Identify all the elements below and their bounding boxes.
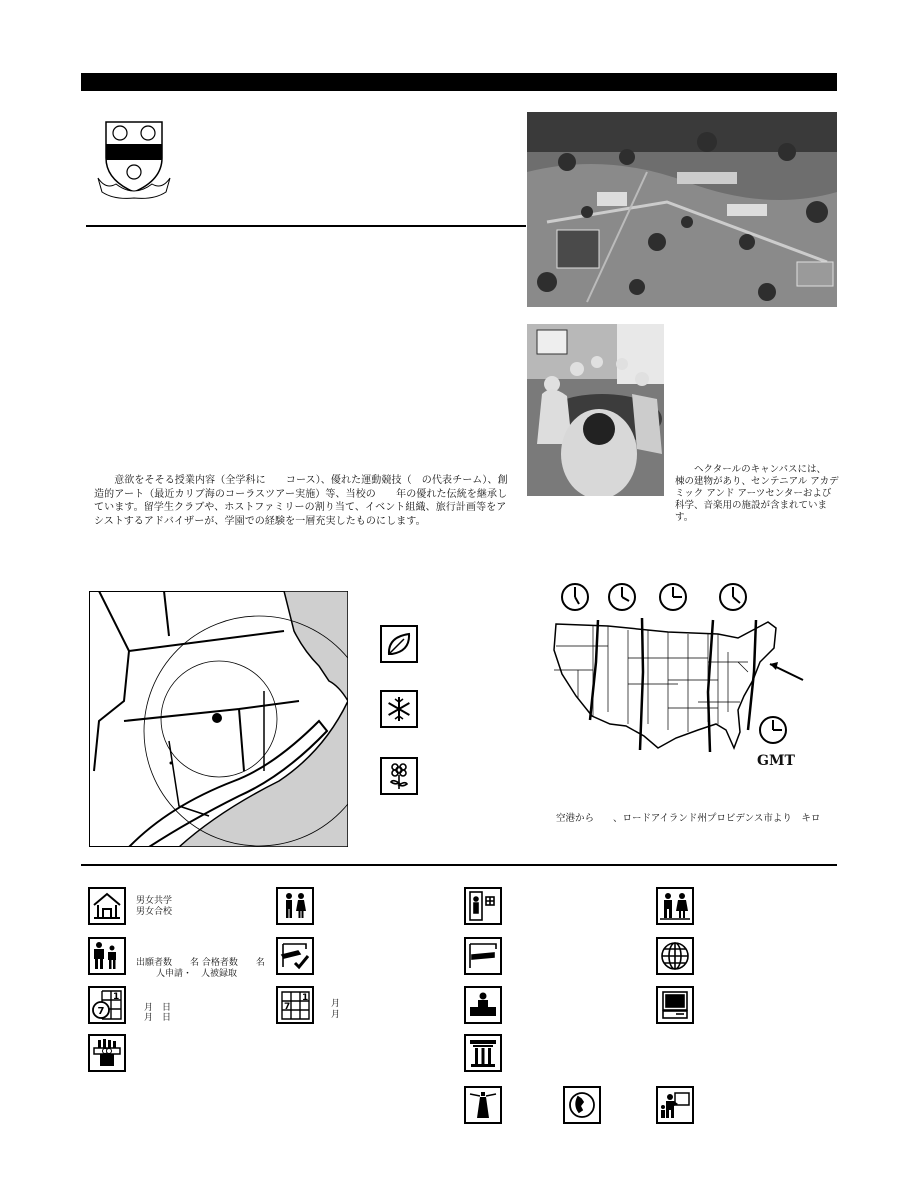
lighthouse-icon	[464, 1086, 502, 1124]
acceptance-check-icon	[276, 937, 314, 975]
airport-distance-text: 空港から 、ロードアイランド州プロビデンス市より キロ	[556, 813, 821, 824]
intro-paragraph: 意欲をそそる授業内容（全学科に コース）、優れた運動競技（ の代表チーム）、創造的アート（最近カリブ海のコーラスツアー実施）等、当校の 年の優れた伝統を継承しています。留学生クラブや、ホストファミリーの割り当て、イベント組織、旅行計画等をアシストするアドバイザーが、学園での経験を一層充実したものにします。	[94, 475, 508, 527]
fees-building-icon	[88, 1034, 126, 1072]
section-rule-bottom	[81, 864, 837, 866]
applicants-label-2: 人申請・ 人被録取	[156, 969, 238, 979]
svg-text:7: 7	[97, 1006, 105, 1017]
classroom-desk-icon	[464, 986, 502, 1024]
clock-icon-eastern	[718, 582, 748, 612]
term-label-2: 月	[331, 1010, 341, 1020]
applicants-label-1: 出願者数 名 合格者数 名	[136, 958, 265, 968]
photo-caption: ヘクタールのキャンパスには、 棟の建物があり、センテニアル アカデミック アンド アーツセンターおよび科学、音楽用の施設が含まれています。	[675, 464, 839, 523]
regional-map	[89, 591, 348, 847]
clock-icon-gmt	[758, 715, 788, 745]
calendar-deadline-icon	[88, 986, 126, 1024]
globe-icon	[656, 937, 694, 975]
column-pillar-icon	[464, 1034, 502, 1072]
host-family-icon	[656, 887, 694, 925]
teacher-board-icon	[656, 1086, 694, 1124]
deadline-label-2: 月 日	[144, 1013, 172, 1023]
application-pencil-icon	[464, 937, 502, 975]
clock-icon-central	[658, 582, 688, 612]
section-rule	[86, 225, 526, 227]
school-building-icon	[88, 887, 126, 925]
dormitory-room-icon	[464, 887, 502, 925]
flower-icon	[380, 757, 418, 795]
clock-icon-mountain	[607, 582, 637, 612]
coed-label-1: 男女共学	[136, 896, 173, 906]
telephone-icon	[563, 1086, 601, 1124]
applicants-icon	[88, 937, 126, 975]
calendar-term-icon	[276, 986, 314, 1024]
school-crest	[96, 118, 172, 200]
leaf-icon	[380, 625, 418, 663]
male-female-icon	[276, 887, 314, 925]
gmt-label: GMT	[757, 753, 795, 769]
svg-text:7: 7	[284, 1002, 291, 1012]
coed-label-2: 男女合校	[136, 907, 173, 917]
clock-icon-pacific	[560, 582, 590, 612]
deadline-label-1: 月 日	[144, 1003, 172, 1013]
term-label-1: 月	[331, 999, 341, 1009]
classroom-photo	[527, 324, 664, 496]
snowflake-icon	[380, 690, 418, 728]
computer-icon	[656, 986, 694, 1024]
header-bar	[81, 73, 837, 91]
campus-aerial-photo	[527, 112, 837, 307]
svg-text:1: 1	[113, 992, 120, 1002]
svg-text:1: 1	[302, 993, 309, 1003]
